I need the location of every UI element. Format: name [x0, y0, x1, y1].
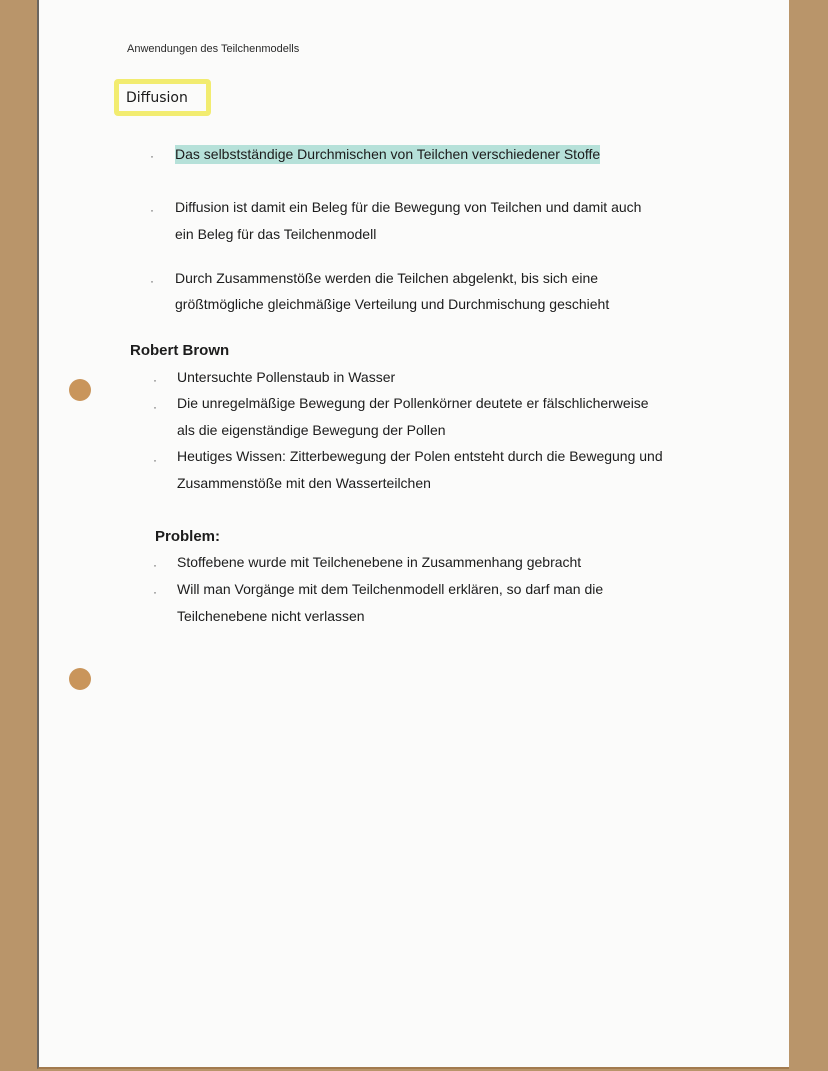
bullet-marker: ·: [153, 558, 157, 572]
diffusion-point-3-line-2: größtmögliche gleichmäßige Verteilung und Durchmischung geschieht: [175, 296, 610, 312]
problem-point-2-line-2: Teilchenebene nicht verlassen: [177, 608, 365, 624]
highlighted-text: Das selbstständige Durchmischen von Teilchen verschiedener Stoffe: [175, 146, 601, 162]
heading-robert-brown: Robert Brown: [130, 342, 230, 359]
bullet-marker: ·: [153, 585, 157, 599]
bullet-marker: ·: [150, 149, 154, 163]
brown-point-3-line-1: Heutiges Wissen: Zitterbewegung der Polen entsteht durch die Bewegung und: [177, 448, 663, 464]
bullet-marker: ·: [150, 203, 154, 217]
diffusion-point-2-line-1: Diffusion ist damit ein Beleg für die Bewegung von Teilchen und damit auch: [175, 199, 642, 215]
problem-point-1-line-1: Stoffebene wurde mit Teilchenebene in Zusammenhang gebracht: [177, 554, 582, 570]
bullet-marker: ·: [153, 453, 157, 467]
heading-problem: Problem:: [155, 528, 221, 545]
brown-point-2-line-2: als die eigenständige Bewegung der Pollen: [177, 422, 446, 438]
bullet-marker: ·: [153, 400, 157, 414]
diffusion-point-1-line-1: [175, 146, 600, 162]
bullet-marker: ·: [150, 274, 154, 288]
page-header: Anwendungen des Teilchenmodells: [127, 43, 300, 55]
diffusion-point-2-line-2: ein Beleg für das Teilchenmodell: [175, 226, 377, 242]
brown-point-1-line-1: Untersuchte Pollenstaub in Wasser: [177, 369, 396, 385]
section-title-text: Diffusion: [126, 89, 188, 106]
brown-point-2-line-1: Die unregelmäßige Bewegung der Pollenkörner deutete er fälschlicherweise: [177, 395, 649, 411]
problem-point-2-line-1: Will man Vorgänge mit dem Teilchenmodell erklären, so darf man die: [177, 581, 604, 597]
bullet-marker: ·: [153, 373, 157, 387]
diffusion-point-3-line-1: Durch Zusammenstöße werden die Teilchen abgelenkt, bis sich eine: [175, 270, 599, 286]
punch-hole-top: [69, 379, 91, 401]
brown-point-3-line-2: Zusammenstöße mit den Wasserteilchen: [177, 475, 431, 491]
punch-hole-bottom: [69, 668, 91, 690]
section-title-diffusion: [114, 79, 211, 116]
